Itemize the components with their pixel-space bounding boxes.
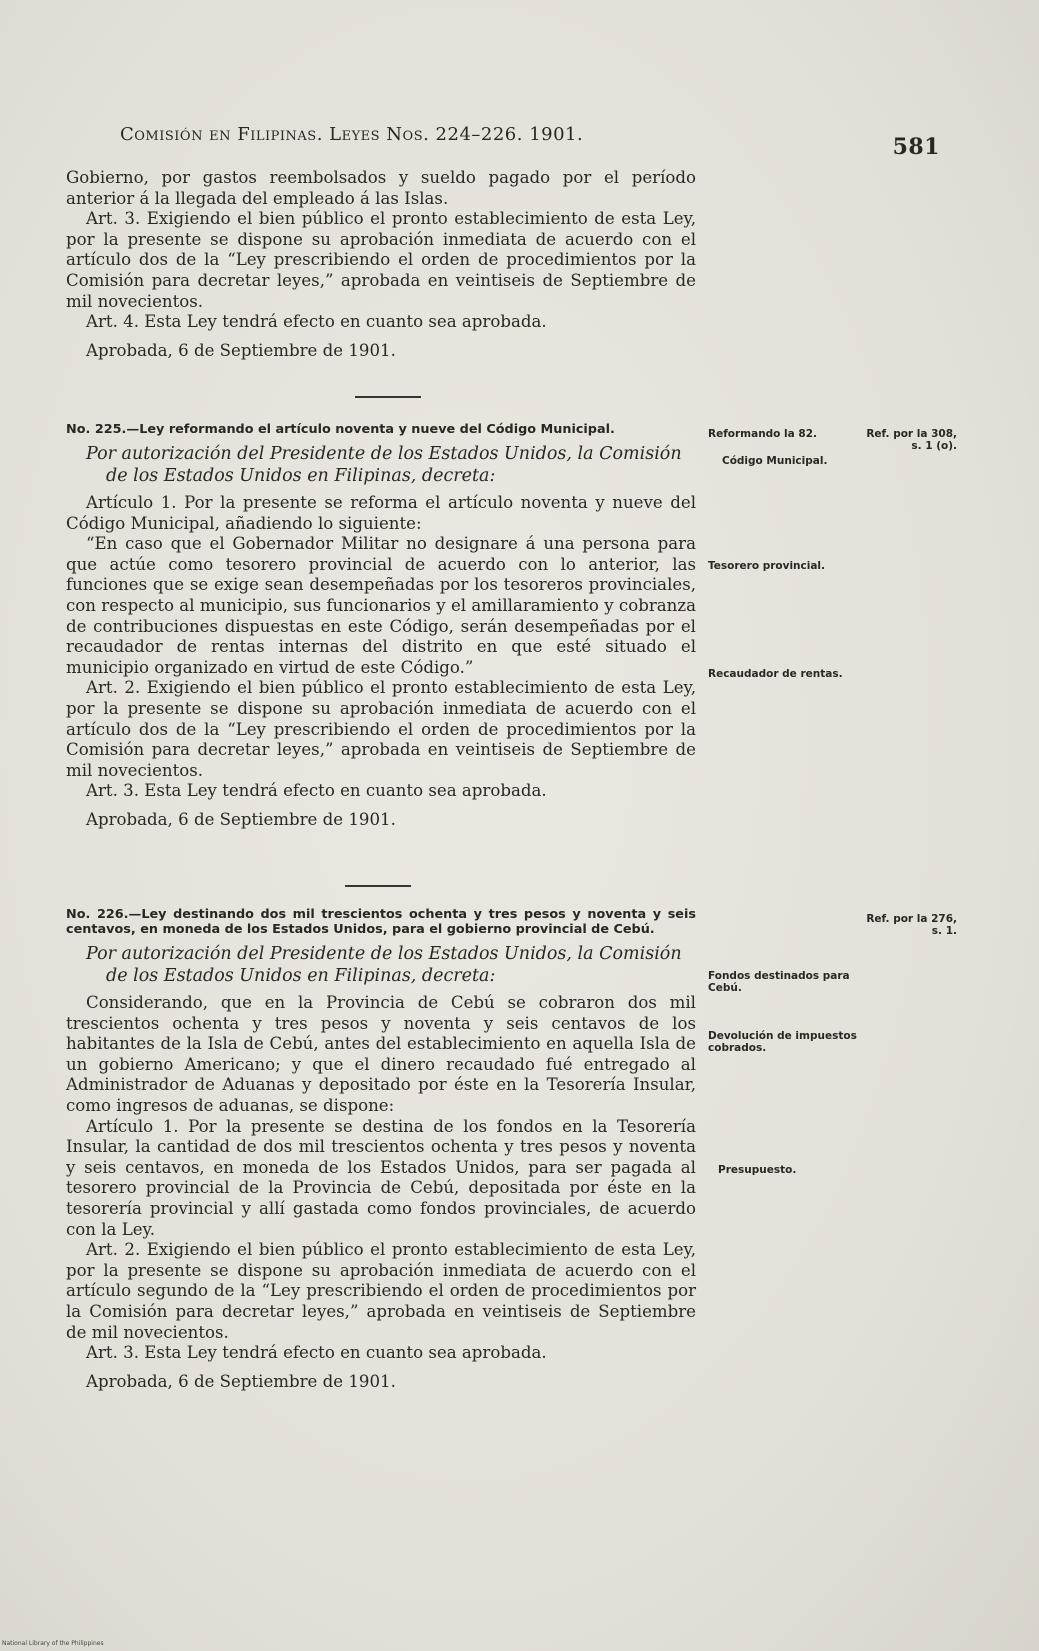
margin-note: Ref. por la 276, s. 1. <box>866 913 957 937</box>
law-225 <box>66 422 696 831</box>
margin-note: Código Municipal. <box>722 455 828 467</box>
paragraph: Art. 3. Exigiendo el bien público el pronto establecimiento de esta Ley, por la presente se dispone su aprobación inmediata de acuerdo con el artículo dos de la “Ley prescribiendo el orden de procedimientos por la Comisión para decretar leyes,” aprobada en veintiseis de Septiembre de mil novecientos. <box>66 209 696 311</box>
enacting-clause <box>66 943 696 987</box>
page-number: 581 <box>892 134 940 160</box>
law-226 <box>66 907 696 1392</box>
article-2: Art. 2. Exigiendo el bien público el pronto establecimiento de esta Ley, por la presente se dispone su aprobación inmediata de acuerdo con el artículo segundo de la “Ley prescribiendo el orden de procedimientos por la Comisión para decretar leyes,” aprobada en veintiseis de Septiembre de mil novecientos. <box>66 1240 696 1342</box>
margin-note: Devolución de impuestos cobrados. <box>708 1030 857 1054</box>
margin-note: Ref. por la 308, s. 1 (o). <box>866 428 957 452</box>
article-3: Art. 3. Esta Ley tendrá efecto en cuanto sea aprobada. <box>86 1343 547 1363</box>
section-divider <box>345 885 411 887</box>
article-2: Art. 2. Exigiendo el bien público el pronto establecimiento de esta Ley, por la presente se dispone su aprobación inmediata de acuerdo con el artículo dos de la “Ley prescribiendo el orden de procedimientos por la Comisión para decretar leyes,” aprobada en veintiseis de Septiembre de mil novecientos. <box>66 678 696 780</box>
article-1: Artículo 1. Por la presente se destina de los fondos en la Tesorería Insular, la cantidad de dos mil trescientos ochenta y tres pesos y noventa y seis centavos, en moneda de los Estados Unidos, para ser pagada al tesorero provincial de la Provincia de Cebú, depositada por éste en la tesorería provincial y allí gastada como fondos provinciales, de acuerdo con la Ley. <box>66 1116 696 1239</box>
enacting-clause-line: Por autorización del Presidente de los Estados Unidos, la Comisión <box>86 944 682 964</box>
enacting-clause-line: de los Estados Unidos en Filipinas, decreta: <box>106 966 496 986</box>
approval-date: Aprobada, 6 de Septiembre de 1901. <box>86 809 396 829</box>
header-title: Comisión en Filipinas. Leyes Nos. 224–226. 1901. <box>120 124 584 145</box>
quoted-amendment: “En caso que el Gobernador Militar no designare á una persona para que actúe como tesorero provincial de acuerdo con lo anterior, las funciones que se exige sean desempeñadas por los tesoreros provinciales, con respecto al municipio, sus funcionarios y el amillaramiento y cobranza de contribuciones dispuestas en este Código, serán desempeñadas por el recaudador de rentas internas del distrito en que esté situado el municipio organizado en virtud de este Código.” <box>66 534 696 677</box>
margin-note: Reformando la 82. <box>708 428 817 440</box>
margin-note: Tesorero provincial. <box>708 560 826 572</box>
law-title: No. 225.—Ley reformando el artículo noventa y nueve del Código Municipal. <box>66 422 615 437</box>
preamble: Considerando, que en la Provincia de Cebú se cobraron dos mil trescientos ochenta y tres pesos y noventa y seis centavos de los habitantes de la Isla de Cebú, antes del establecimiento en aquella Isla de un gobierno Americano; y que el dinero recaudado fué entregado al Administrador de Aduanas y depositado por éste en la Tesorería Insular, como ingresos de aduanas, se dispone: <box>66 993 696 1115</box>
previous-law-continuation <box>66 168 696 361</box>
enacting-clause <box>66 443 696 487</box>
margin-note: Presupuesto. <box>718 1164 797 1176</box>
margin-note: Fondos destinados para Cebú. <box>708 970 850 994</box>
article-1: Artículo 1. Por la presente se reforma el artículo noventa y nueve del Código Municipal, añadiendo lo siguiente: <box>66 493 696 533</box>
paragraph: Gobierno, por gastos reembolsados y sueldo pagado por el período anterior á la llegada del empleado á las Islas. <box>66 168 696 208</box>
scan-footer: National Library of the Philippines <box>2 1640 104 1647</box>
section-divider <box>355 396 421 398</box>
approval-date: Aprobada, 6 de Septiembre de 1901. <box>86 340 396 360</box>
article-3: Art. 3. Esta Ley tendrá efecto en cuanto sea aprobada. <box>86 781 547 801</box>
approval-date: Aprobada, 6 de Septiembre de 1901. <box>86 1371 396 1391</box>
enacting-clause-line: de los Estados Unidos en Filipinas, decreta: <box>106 466 496 486</box>
enacting-clause-line: Por autorización del Presidente de los Estados Unidos, la Comisión <box>86 444 682 464</box>
paragraph: Art. 4. Esta Ley tendrá efecto en cuanto sea aprobada. <box>86 312 547 332</box>
margin-note: Recaudador de rentas. <box>708 668 843 680</box>
law-title: No. 226.—Ley destinando dos mil trescientos ochenta y tres pesos y noventa y seis centavos, en moneda de los Estados Unidos, para el gobierno provincial de Cebú. <box>66 907 696 937</box>
